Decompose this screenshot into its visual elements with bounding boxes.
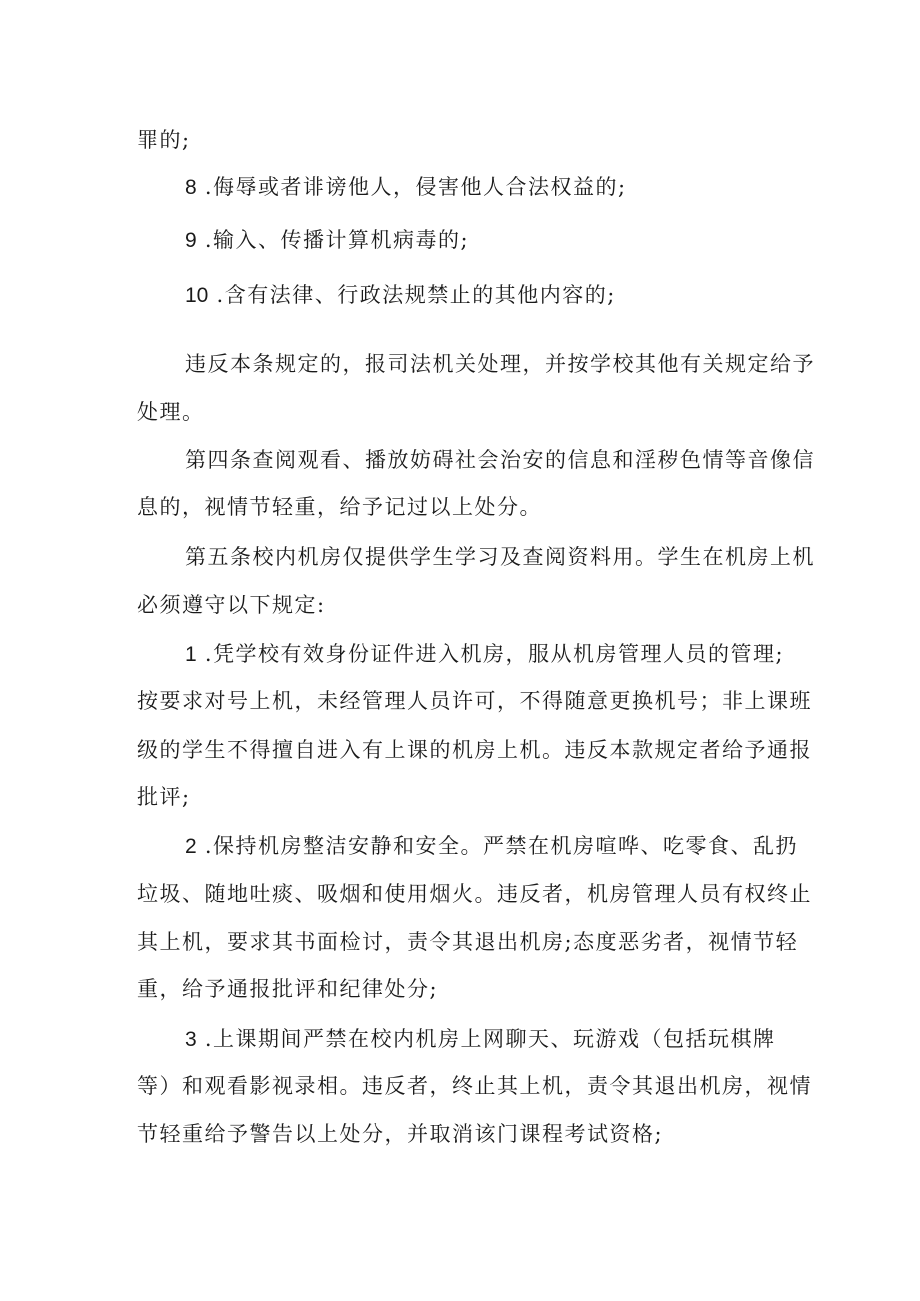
list-item-10 [185,281,616,310]
rule-line: 重，给予通报批评和纪律处分; [137,977,439,1001]
paragraph-line: 违反本条规定的，报司法机关处理，并按学校其他有关规定给予 [185,352,815,376]
list-item-number: 8 [185,176,197,199]
paragraph-line: 必须遵守以下规定: [137,593,326,617]
list-item-text: .输入、传播计算机病毒的; [204,228,470,252]
paragraph-line: 第四条查阅观看、播放妨碍社会治安的信息和淫秽色情等音像信 [185,448,815,472]
rule-line: 节轻重给予警告以上处分，并取消该门课程考试资格; [137,1122,664,1146]
list-item-text: .侮辱或者诽谤他人，侵害他人合法权益的; [204,175,627,199]
list-item-8 [185,173,627,202]
rule-line: 等）和观看影视录相。违反者，终止其上机，责令其退出机房，视情 [137,1074,812,1098]
paragraph-line: 息的，视情节轻重，给予记过以上处分。 [137,495,542,519]
rule-1-line [185,640,784,669]
rule-line: 按要求对号上机，未经管理人员许可，不得随意更换机号；非上课班 [137,689,812,713]
list-item-continuation [137,126,191,154]
rule-line: 批评; [137,785,191,809]
list-item-text: .含有法律、行政法规禁止的其他内容的; [216,283,616,307]
rule-number: 1 [185,643,197,666]
rule-line: 垃圾、随地吐痰、吸烟和使用烟火。违反者，机房管理人员有权终止 [137,882,812,906]
paragraph-line: 第五条校内机房仅提供学生学习及查阅资料用。学生在机房上机 [185,545,815,569]
list-item-number: 10 [185,284,209,307]
rule-2-line [185,832,798,861]
list-item-number: 9 [185,229,197,252]
rule-line: 其上机，要求其书面检讨，责令其退出机房;态度恶劣者，视情节轻 [137,930,799,954]
rule-text: .凭学校有效身份证件进入机房，服从机房管理人员的管理; [204,642,785,666]
rule-text: .上课期间严禁在校内机房上网聊天、玩游戏（包括玩棋牌 [204,1027,776,1051]
rule-line: 级的学生不得擅自进入有上课的机房上机。违反本款规定者给予通报 [137,738,812,762]
rule-3-line [185,1025,776,1054]
list-item-9 [185,226,469,255]
rule-number: 3 [185,1028,197,1051]
paragraph-line: 处理。 [137,400,205,424]
rule-number: 2 [185,835,197,858]
list-item-text: 罪的; [137,128,191,152]
rule-text: .保持机房整洁安静和安全。严禁在机房喧哗、吃零食、乱扔 [204,834,799,858]
